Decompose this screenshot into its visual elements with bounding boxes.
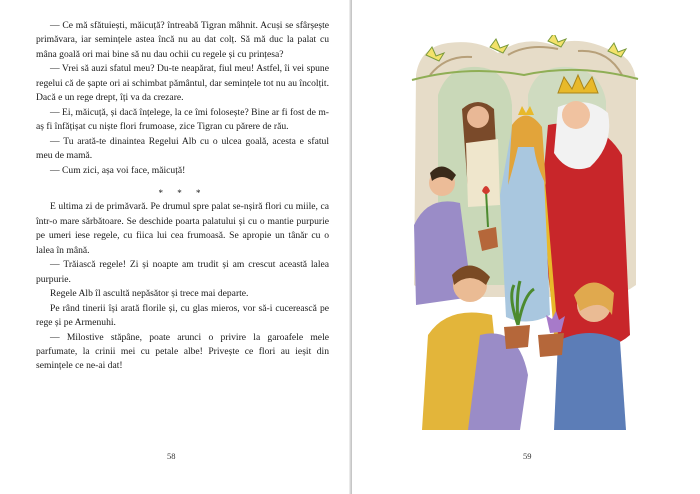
section-separator: * * * — [158, 187, 207, 198]
story-text — [36, 19, 329, 374]
paragraph: E ultima zi de primăvară. Pe drumul spre palat se-nșiră flori cu miile, ca într-o mare sărbătoare. Se deschide poarta palatului și cu o mantie purpurie pe umeri iese regele, cu fiica lui cea frumoasă. Se apropie un tânăr cu o lalea în mână. — [36, 201, 329, 256]
right-page — [352, 0, 700, 494]
page-number-left: 58 — [167, 451, 176, 461]
paragraph: — Milostive stăpâne, poate arunci o privire la garoafele mele parfumate, la crinii mei cu petale albe! Privește ce flori au ieșit din semințele ce ne-ai dat! — [36, 331, 329, 372]
paragraph: — Vrei să auzi sfatul meu? Du-te neapărat, fiul meu! Astfel, îi vei spune regelui că de șapte ori ai schimbat pământul, dar semințele tot nu au încolțit. Dacă e un rege drept, îți va da crezare. — [36, 63, 329, 104]
king-and-princess-with-flower-pots-illustration — [408, 35, 641, 430]
paragraph: — Ce mă sfătuiești, măicuță? întreabă Tigran mâhnit. Acuși se sfârșește primăvara, iar semințele astea încă nu au dat colț. Să mă duc la palat cu mâna goală ori mai bine să nu dau ochii cu regele și cu prințesa? — [36, 20, 329, 60]
paragraph: — Tu arată-te dinaintea Regelui Alb cu o ulcea goală, acesta e sfatul meu de mamă. — [36, 135, 329, 162]
paragraph: Regele Alb îl ascultă nepăsător și trece mai departe. — [50, 288, 249, 300]
paragraph: — Cum zici, așa voi face, măicuță! — [50, 164, 186, 176]
paragraph: — Trăiască regele! Zi și noapte am trudit și am crescut această lalea purpurie. — [36, 259, 329, 285]
page-number-right: 59 — [523, 451, 532, 461]
paragraph: Pe rând tinerii își arată florile și, cu glas mieros, vor să-i cucerească pe rege și pe Armenuhi. — [36, 302, 329, 329]
paragraph: — Ei, măicuță, și dacă înțelege, la ce îmi folosește? Bine ar fi fost de m-aș fi înfățișat cu niște flori frumoase, zice Tigran cu părere de rău. — [36, 106, 329, 133]
